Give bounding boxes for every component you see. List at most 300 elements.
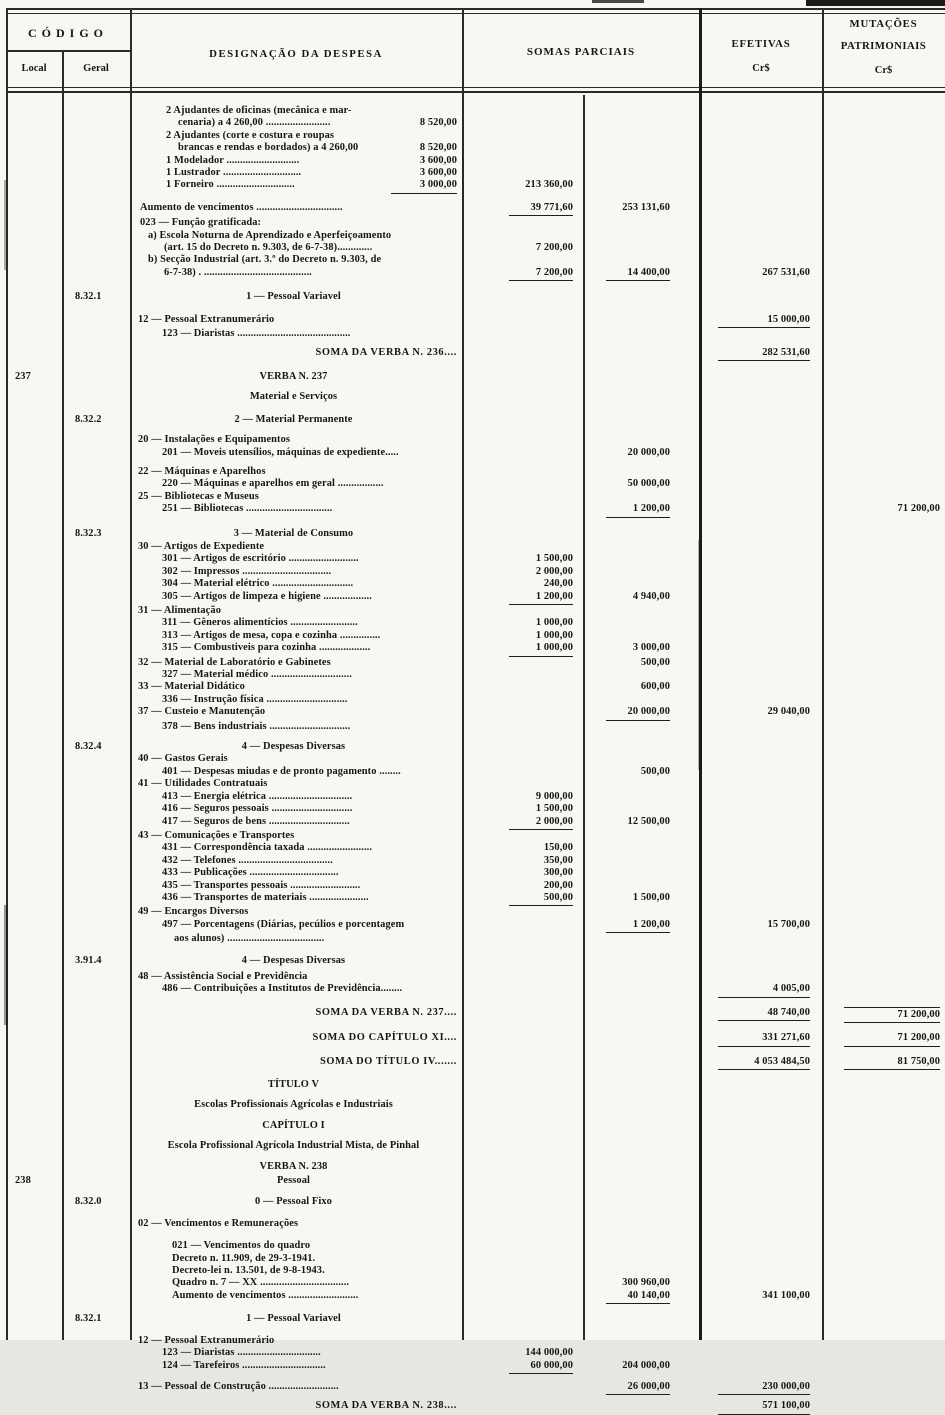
table-row <box>6 1056 945 1070</box>
mutacoes-cell <box>822 971 945 983</box>
designacao-text: 12 — Pessoal Extranumerário <box>138 313 275 325</box>
table-row <box>6 202 945 216</box>
parcial-1-cell <box>462 617 583 629</box>
local-code-cell <box>6 434 62 446</box>
local-code-cell <box>6 142 62 154</box>
parcial-1-cell <box>462 591 583 605</box>
parcial-1-cell <box>462 1335 583 1347</box>
parcial-1-cell <box>462 933 583 945</box>
parcial-1-cell <box>462 142 583 154</box>
parcial-2-cell <box>583 933 700 945</box>
efetivas-cell <box>700 694 822 706</box>
local-code-cell <box>6 328 62 340</box>
parcial-1-cell <box>462 1381 583 1395</box>
mutacoes-cell <box>822 553 945 565</box>
amount-value: 331 271,60 <box>718 1032 810 1046</box>
local-code-cell <box>6 566 62 578</box>
geral-code-cell <box>62 1360 130 1374</box>
designacao-text: 3 — Material de Consumo <box>233 527 354 539</box>
designacao-cell <box>130 1400 462 1414</box>
parcial-2-cell <box>583 791 700 803</box>
designacao-text: VERBA N. 238 <box>259 1160 328 1172</box>
table-row <box>6 1253 945 1265</box>
local-code-cell <box>6 1347 62 1359</box>
geral-code-cell <box>62 1099 130 1111</box>
geral-code-cell <box>62 1161 130 1173</box>
local-code-cell <box>6 414 62 426</box>
designacao-text: 25 — Bibliotecas e Museus <box>138 490 259 502</box>
parcial-1-cell <box>462 466 583 478</box>
table-row <box>6 706 945 720</box>
local-code-cell <box>6 741 62 753</box>
mutacoes-cell <box>822 669 945 681</box>
table-body <box>6 101 945 1415</box>
efetivas-cell <box>700 830 822 842</box>
designacao-cell <box>130 906 462 918</box>
parcial-1-cell <box>462 983 583 997</box>
designacao-cell <box>130 1218 462 1230</box>
parcial-2-cell <box>583 291 700 303</box>
designacao-cell <box>130 1240 462 1252</box>
local-code-cell <box>6 167 62 179</box>
mutacoes-cell <box>822 983 945 997</box>
geral-code-cell: 8.32.4 <box>75 741 102 753</box>
parcial-2-cell <box>583 617 700 629</box>
designacao-text: 1 Lustrador ............................. <box>166 167 302 179</box>
efetivas-cell <box>700 630 822 642</box>
efetivas-cell <box>700 791 822 803</box>
geral-code-cell <box>62 1277 130 1289</box>
mutacoes-cell <box>822 1290 945 1304</box>
local-code-cell <box>6 1120 62 1132</box>
parcial-2-cell <box>583 971 700 983</box>
efetivas-cell <box>700 1218 822 1230</box>
designacao-text: 20 — Instalações e Equipamentos <box>138 434 291 446</box>
amount-value: 571 100,00 <box>718 1400 810 1414</box>
parcial-1-cell <box>462 706 583 720</box>
geral-code-cell <box>62 314 130 328</box>
mutacoes-column-header-line1: MUTAÇÕES <box>849 18 918 30</box>
local-code-cell <box>6 791 62 803</box>
local-code-cell <box>6 130 62 142</box>
amount-value: 15 000,00 <box>718 314 810 328</box>
parcial-1-cell <box>462 491 583 503</box>
table-row <box>6 842 945 854</box>
table-row <box>6 933 945 945</box>
designacao-cell <box>130 955 462 967</box>
designacao-cell <box>130 242 462 254</box>
mutacoes-cell <box>822 1381 945 1395</box>
local-code-cell <box>6 1218 62 1230</box>
table-row <box>6 130 945 142</box>
local-code-cell <box>6 1313 62 1325</box>
geral-code-cell <box>62 1400 130 1414</box>
geral-code-cell <box>62 669 130 681</box>
mutacoes-cell <box>822 867 945 879</box>
parcial-1-cell <box>462 1360 583 1374</box>
parcial-1-cell <box>462 694 583 706</box>
parcial-2-cell <box>583 347 700 361</box>
parcial-1-cell <box>462 1313 583 1325</box>
parcial-2-cell <box>583 491 700 503</box>
parcial-1-cell <box>462 741 583 753</box>
efetivas-cell <box>700 721 822 733</box>
designacao-cell <box>130 466 462 478</box>
designacao-cell <box>130 142 462 154</box>
parcial-2-cell <box>583 267 700 281</box>
efetivas-cell <box>700 591 822 605</box>
table-row <box>6 142 945 154</box>
table-row <box>6 553 945 565</box>
efetivas-cell <box>700 130 822 142</box>
designacao-text: 435 — Transportes pessoais .......................... <box>162 879 361 891</box>
efetivas-cell <box>700 1347 822 1359</box>
mutacoes-cell <box>822 1032 945 1046</box>
mutacoes-cell <box>822 694 945 706</box>
efetivas-cell <box>700 1277 822 1289</box>
mutacoes-cell <box>822 766 945 778</box>
parcial-2-cell <box>583 105 700 117</box>
designacao-cell <box>130 681 462 693</box>
mutacoes-cell <box>822 314 945 328</box>
amount-value: 15 700,00 <box>767 918 810 930</box>
mutacoes-cell <box>822 1240 945 1252</box>
parcial-2-cell <box>583 753 700 765</box>
parcial-1-cell <box>462 328 583 340</box>
geral-code-cell <box>62 1253 130 1265</box>
designacao-text: 378 — Bens industriais .............................. <box>162 720 351 732</box>
geral-code-cell <box>62 217 130 229</box>
table-row <box>6 778 945 790</box>
mutacoes-cell <box>822 657 945 669</box>
parcial-2-cell <box>583 906 700 918</box>
table-row <box>6 242 945 254</box>
geral-code-cell <box>62 1265 130 1277</box>
geral-code-cell <box>62 855 130 867</box>
efetivas-cell <box>700 681 822 693</box>
geral-code-cell <box>62 1056 130 1070</box>
mutacoes-cell <box>822 167 945 179</box>
efetivas-cell <box>700 617 822 629</box>
geral-code-cell <box>62 892 130 906</box>
parcial-1-cell <box>462 721 583 733</box>
table-row <box>6 753 945 765</box>
parcial-2-cell <box>583 130 700 142</box>
efetivas-cell <box>700 528 822 540</box>
mutacoes-cell <box>822 706 945 720</box>
parcial-1-cell <box>462 578 583 590</box>
table-row <box>6 669 945 681</box>
top-rule-thick <box>6 8 945 10</box>
parcial-2-cell <box>583 1360 700 1374</box>
local-code-cell <box>6 1277 62 1289</box>
geral-code-cell <box>62 617 130 629</box>
table-row <box>6 391 945 403</box>
efetivas-cell <box>700 741 822 753</box>
parcial-1-cell <box>462 955 583 967</box>
parcial-1-cell <box>462 816 583 830</box>
efetivas-cell <box>700 1099 822 1111</box>
efetivas-cell <box>700 291 822 303</box>
amount-value: 1 200,00 <box>606 503 670 517</box>
parcial-1-cell <box>462 803 583 815</box>
geral-code-cell <box>62 1218 130 1230</box>
geral-code-cell <box>62 721 130 733</box>
amount-value: 9 000,00 <box>535 790 573 802</box>
designacao-cell <box>130 217 462 229</box>
designacao-text: 251 — Bibliotecas ................................ <box>162 503 333 515</box>
local-code-cell <box>6 1079 62 1091</box>
geral-code-cell <box>62 706 130 720</box>
table-row <box>6 791 945 803</box>
parcial-2-cell <box>583 230 700 242</box>
table-row <box>6 605 945 617</box>
mutacoes-cell <box>822 1277 945 1289</box>
parcial-2-cell <box>583 1161 700 1173</box>
designacao-cell <box>130 434 462 446</box>
parcial-1-cell <box>462 167 583 179</box>
geral-code-cell <box>62 503 130 517</box>
local-code-cell <box>6 1161 62 1173</box>
designacao-cell <box>130 1056 462 1070</box>
efetivas-cell <box>700 855 822 867</box>
geral-code-cell <box>62 1290 130 1304</box>
amount-value: 341 100,00 <box>762 1289 810 1301</box>
local-code-cell <box>6 1056 62 1070</box>
amount-value: 71 200,00 <box>897 503 940 515</box>
mutacoes-cell <box>822 906 945 918</box>
amount-value: 2 000,00 <box>509 816 573 830</box>
designacao-cell <box>130 1277 462 1289</box>
amount-value: 26 000,00 <box>606 1381 670 1395</box>
table-row <box>6 816 945 830</box>
designacao-cell <box>130 694 462 706</box>
local-code-cell <box>6 347 62 361</box>
table-row <box>6 855 945 867</box>
mutacoes-cell <box>822 816 945 830</box>
designacao-text: SOMA DA VERBA N. 238.... <box>315 1400 457 1412</box>
mutacoes-cell <box>822 466 945 478</box>
designacao-text: 1 — Pessoal Variavel <box>246 1313 341 1325</box>
designacao-text: 32 — Material de Laboratório e Gabinetes <box>138 656 331 668</box>
designacao-cell <box>130 630 462 642</box>
mutacoes-cell <box>822 254 945 266</box>
local-code-cell: 237 <box>15 370 31 382</box>
table-row <box>6 347 945 361</box>
designacao-cell <box>130 1313 462 1325</box>
mutacoes-cell <box>822 892 945 906</box>
local-code-cell <box>6 291 62 303</box>
geral-code-cell <box>62 791 130 803</box>
table-row <box>6 1120 945 1132</box>
local-code-cell <box>6 880 62 892</box>
efetivas-cell <box>700 478 822 490</box>
parcial-1-cell <box>462 130 583 142</box>
amount-value: 1 500,00 <box>535 803 573 815</box>
parcial-1-cell <box>462 766 583 778</box>
parcial-2-cell <box>583 842 700 854</box>
efetivas-cell <box>700 371 822 383</box>
amount-value: 1 000,00 <box>509 642 573 656</box>
designacao-text: 124 — Tarefeiros ............................... <box>162 1359 326 1371</box>
designacao-text: Aumento de vencimentos .......................... <box>172 1289 359 1301</box>
amount-value: 150,00 <box>543 842 573 854</box>
local-code-cell <box>6 478 62 490</box>
geral-code-cell <box>62 1175 130 1187</box>
designacao-text: aos alunos) .................................... <box>174 933 325 945</box>
mutacoes-cell <box>822 1313 945 1325</box>
header-bottom-rule-thin <box>6 87 945 88</box>
mutacoes-cell <box>822 242 945 254</box>
parcial-1-cell <box>462 230 583 242</box>
parcial-1-cell <box>462 434 583 446</box>
amount-value: 60 000,00 <box>509 1360 573 1374</box>
amount-value: 500,00 <box>640 765 670 777</box>
local-code-cell <box>6 855 62 867</box>
amount-value: 230 000,00 <box>718 1381 810 1395</box>
parcial-2-cell <box>583 167 700 179</box>
designacao-cell <box>130 291 462 303</box>
designacao-text: 431 — Correspondência taxada ........................ <box>162 842 373 854</box>
designacao-cell <box>130 816 462 830</box>
mutacoes-cell <box>822 1347 945 1359</box>
amount-value: 20 000,00 <box>627 446 670 458</box>
efetivas-cell <box>700 642 822 656</box>
mutacoes-cell <box>822 142 945 154</box>
table-row <box>6 880 945 892</box>
geral-code-cell <box>62 105 130 117</box>
geral-code-cell <box>62 179 130 193</box>
parcial-2-cell <box>583 605 700 617</box>
geral-code-cell: 8.32.0 <box>75 1196 102 1208</box>
geral-code-cell <box>62 466 130 478</box>
mutacoes-cell <box>822 721 945 733</box>
parcial-2-cell <box>583 155 700 167</box>
local-code-cell <box>6 314 62 328</box>
amount-value: 3 000,00 <box>632 642 670 654</box>
amount-value: 267 531,60 <box>762 266 810 278</box>
mutacoes-currency-label: Cr$ <box>874 65 893 76</box>
table-row <box>6 1277 945 1289</box>
table-row <box>6 478 945 490</box>
parcial-2-cell <box>583 1347 700 1359</box>
designacao-cell <box>130 830 462 842</box>
geral-code-cell <box>62 371 130 383</box>
efetivas-cell <box>700 553 822 565</box>
amount-value: 12 500,00 <box>627 815 670 827</box>
amount-value: 1 000,00 <box>535 617 573 629</box>
table-row <box>6 642 945 656</box>
mutacoes-cell <box>822 503 945 517</box>
scan-artifact <box>806 0 945 6</box>
local-code-cell <box>6 971 62 983</box>
efetivas-cell <box>700 1381 822 1395</box>
designacao-cell <box>130 1007 462 1023</box>
mutacoes-cell <box>822 642 945 656</box>
mutacoes-cell <box>822 447 945 459</box>
designacao-cell <box>130 591 462 605</box>
table-row <box>6 1360 945 1374</box>
designacao-text: Pessoal <box>276 1175 311 1187</box>
local-code-cell <box>6 803 62 815</box>
parcial-1-cell <box>462 155 583 167</box>
local-code-cell <box>6 669 62 681</box>
geral-code-cell: 8.32.1 <box>75 291 102 303</box>
designacao-text: SOMA DA VERBA N. 237.... <box>315 1006 457 1018</box>
table-row <box>6 167 945 179</box>
efetivas-cell <box>700 816 822 830</box>
parcial-1-cell <box>462 855 583 867</box>
parcial-2-cell <box>583 242 700 254</box>
designacao-cell <box>130 669 462 681</box>
designacao-cell <box>130 447 462 459</box>
efetivas-cell <box>700 1196 822 1208</box>
efetivas-cell <box>700 434 822 446</box>
amount-value: 50 000,00 <box>627 478 670 490</box>
parcial-2-cell <box>583 1265 700 1277</box>
geral-code-cell <box>62 491 130 503</box>
efetivas-cell <box>700 1335 822 1347</box>
local-code-cell <box>6 1360 62 1374</box>
designacao-text: 315 — Combustiveis para cozinha ................... <box>162 642 371 654</box>
table-row <box>6 1240 945 1252</box>
parcial-2-cell <box>583 1079 700 1091</box>
mutacoes-cell <box>822 117 945 129</box>
parcial-2-cell <box>583 1381 700 1395</box>
local-code-cell <box>6 155 62 167</box>
parcial-1-cell <box>462 867 583 879</box>
designacao-cell <box>130 1140 462 1152</box>
efetivas-cell <box>700 1007 822 1023</box>
designacao-cell <box>130 855 462 867</box>
parcial-2-cell <box>583 1120 700 1132</box>
local-code-cell <box>6 202 62 216</box>
geral-code-cell <box>62 933 130 945</box>
designacao-text: 4 — Despesas Diversas <box>241 741 346 753</box>
designacao-text: cenaria) a 4 260,00 ........................ <box>178 117 331 129</box>
parcial-2-cell <box>583 1032 700 1046</box>
designacao-text: Decreto n. 11.909, de 29-3-1941. <box>172 1252 316 1264</box>
local-code-cell <box>6 242 62 254</box>
parcial-1-cell <box>462 1032 583 1046</box>
parcial-1-cell <box>462 414 583 426</box>
designacao-cell <box>130 1079 462 1091</box>
parcial-1-cell <box>462 1253 583 1265</box>
efetivas-cell <box>700 971 822 983</box>
efetivas-cell <box>700 1175 822 1187</box>
local-code-cell <box>6 1099 62 1111</box>
local-code-cell <box>6 983 62 997</box>
table-row <box>6 254 945 266</box>
table-row <box>6 230 945 242</box>
local-code-cell <box>6 391 62 403</box>
amount-value: 7 200,00 <box>509 267 573 281</box>
designacao-cell <box>130 503 462 517</box>
designacao-text: 22 — Máquinas e Aparelhos <box>138 465 266 477</box>
parcial-1-cell <box>462 830 583 842</box>
geral-code-cell <box>62 1140 130 1152</box>
local-code-cell <box>6 1290 62 1304</box>
geral-code-cell <box>62 155 130 167</box>
geral-code-cell <box>62 1240 130 1252</box>
designacao-text: VERBA N. 237 <box>259 370 328 382</box>
designacao-text: 41 — Utilidades Contratuais <box>138 778 268 790</box>
geral-code-cell <box>62 816 130 830</box>
geral-code-cell: 8.32.1 <box>75 1313 102 1325</box>
parcial-2-cell <box>583 803 700 815</box>
inner-amount: 3 600,00 <box>419 154 457 166</box>
local-code-cell <box>6 657 62 669</box>
